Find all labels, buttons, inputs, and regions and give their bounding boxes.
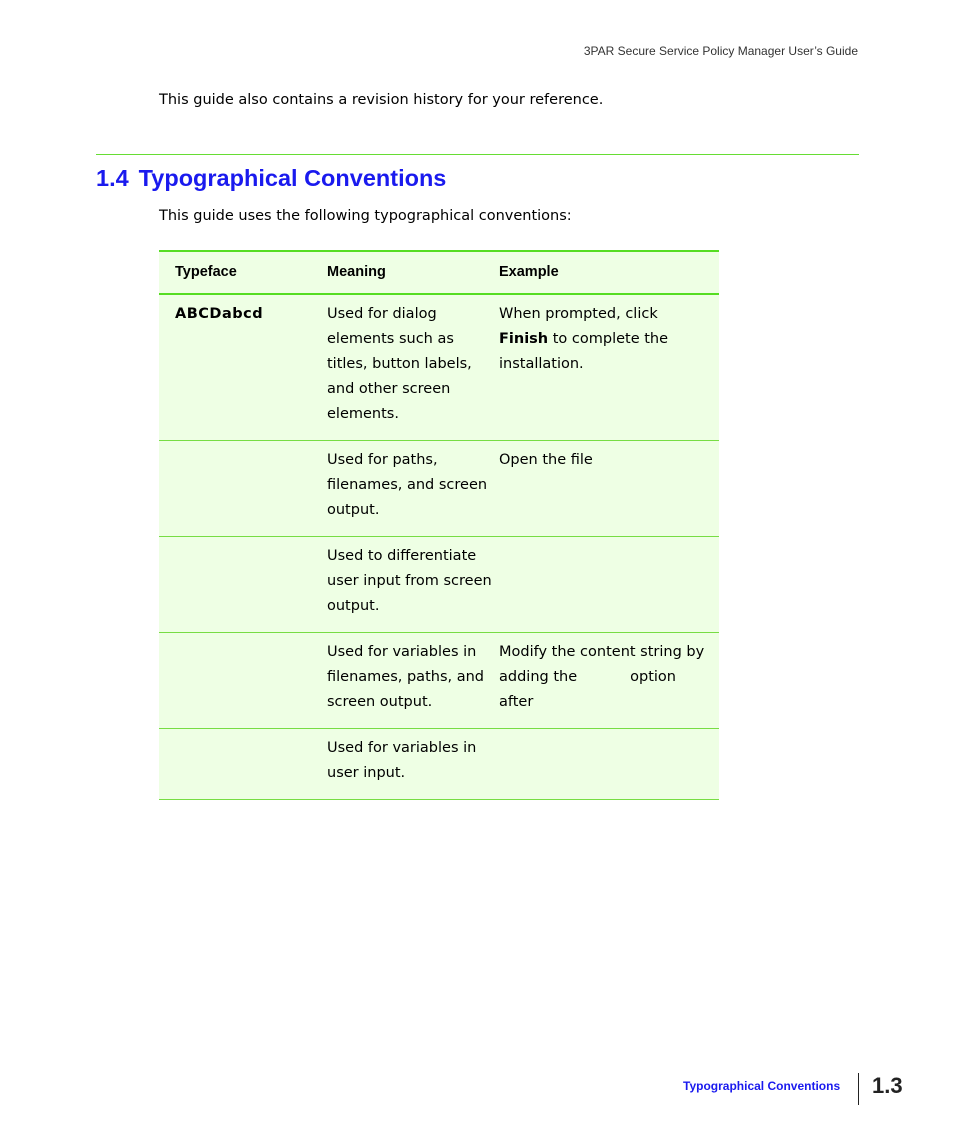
typeface-cell [159,441,327,537]
section-number: 1.4 [96,165,129,191]
example-ui-element: Finish [499,331,549,347]
typeface-sample: ABCDabcd [175,306,264,322]
table-row [159,441,719,537]
example-cell [499,537,719,633]
section-heading [96,165,446,192]
typeface-cell [159,633,327,729]
example-cell: Open the file [499,441,719,537]
table-row [159,294,719,441]
table-row [159,633,719,729]
running-header: 3PAR Secure Service Policy Manager User’s Guide [583,44,858,58]
table-header-row [159,251,719,294]
table-row [159,537,719,633]
example-text: When prompted, click [499,306,658,322]
example-line [499,665,705,690]
example-line: after [499,694,534,710]
typeface-cell [159,537,327,633]
example-cell [499,633,719,729]
table-row [159,729,719,800]
meaning-cell: Used for paths, filenames, and screen output. [327,441,499,537]
intro-paragraph: This guide also contains a revision history for your reference. [159,92,604,108]
page-number: 1.3 [872,1073,903,1098]
section-title: Typographical Conventions [138,165,447,191]
column-header-typeface: Typeface [159,251,327,294]
example-line: Modify the content string by [499,644,705,660]
section-lead-text: This guide uses the following typographical conventions: [159,208,572,224]
example-cell [499,729,719,800]
typeface-cell [159,294,327,441]
meaning-cell: Used for variables in user input. [327,729,499,800]
meaning-cell: Used for variables in filenames, paths, and screen output. [327,633,499,729]
example-text: to complete the installation. [499,331,669,372]
column-header-meaning: Meaning [327,251,499,294]
footer-divider [858,1073,859,1105]
conventions-table [159,250,719,800]
meaning-cell: Used to differentiate user input from screen output. [327,537,499,633]
example-text: option [630,669,676,685]
meaning-cell: Used for dialog elements such as titles, button labels, and other screen elements. [327,294,499,441]
section-divider [96,154,859,155]
footer-section-title: Typographical Conventions [683,1079,841,1093]
example-text: adding the [499,669,578,685]
example-cell [499,294,719,441]
column-header-example: Example [499,251,719,294]
typeface-cell [159,729,327,800]
